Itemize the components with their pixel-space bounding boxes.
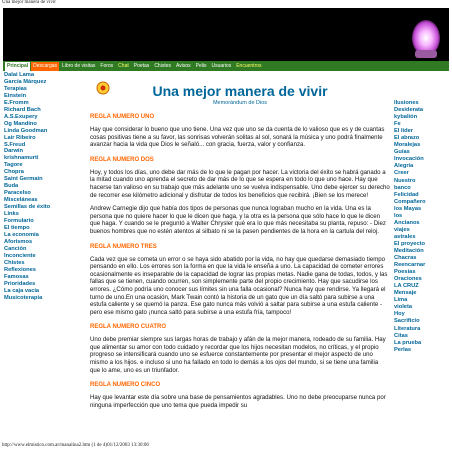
left-sidebar-link[interactable]: Einstein [4, 92, 27, 99]
section-title-tres: REGLA NUMERO TRES [90, 243, 157, 250]
left-sidebar-link[interactable]: Inconciente [4, 252, 36, 259]
left-sidebar-link[interactable]: El tiempo [4, 224, 30, 231]
nav-item-chat[interactable]: Chat [118, 62, 129, 69]
nav-item-descargas[interactable]: Descargas [33, 62, 58, 69]
paragraph: Hay que levantar este día sobre una base de pensamientos agradables. Uno no debe preocuparse nunca por ninguna imperfección que uno tema que pueda impedir su [90, 394, 386, 409]
paragraph: Andrew Carnegie dijo que había dos tipos de personas que nunca lograban mucho en la vida. Una es la persona que no quiere hacer lo que le dicen que haga, y la otra es la persona que sólo hace lo que le dicen que haga. Y cuando se le preguntó a Walter Chrysler qué era lo que más necesitaba su planta, repuso: - Diez buenos hombres que no estén atentos al silbato ni se la pasen pendientes de la hora en la cartula del reloj. [90, 205, 386, 235]
paragraph: Cada vez que se cometa un error o se haya sido abatido por la vida, no hay que quedarse demasiado tiempo pensando en ello. Los errores son la forma en que la vida le enseña a uno. La capacidad de cometer errores ocasionalmente es inseparable de la capacidad de lograr las propias metas. Nadie gana de todas, todos, y las fallas que se tienen, cuando ocurren, son simplemente parte del propio crecimiento. Hay que sacudirse los errores. ¿Cómo podría uno conocer sus límites sin una falla ocasional? Nunca hay que rendirse. Ya llegará el turno de uno.En una ocasión, Mark Twain contó la historia de un gato que un día saltó para subirse a una estufa caliente y se quemó la panza. Ese gato nunca más volvió a saltar para subirse a una estufa caliente - pero ese mismo gato ¡nunca saltó para subirse a una estufa fría, tampoco! [90, 255, 388, 316]
left-sidebar-link[interactable]: A.S.Exupery [4, 113, 38, 120]
right-sidebar-link[interactable]: Ilusiones [394, 100, 419, 106]
left-sidebar-link[interactable]: Buda [4, 183, 19, 190]
right-sidebar-link[interactable]: astrales [394, 233, 416, 240]
print-header: Una mejor manera de vivir [2, 0, 56, 5]
paragraph: Hoy, y todos los días, uno debe dar más de lo que le pagan por hacer. La victoria del éxito se habrá ganado a la mitad cuando uno aprenda el secreto de dar más de lo que se espera en todo lo que uno hace. Hay que hacerse tan valioso en su trabajo que más adelante uno se vuelva indispensable. Uno debe ejercer su derecho de recorrer ese kilómetro adicional y disfrutar de todos los beneficios que recibirá. ¡Bien se los merece! [90, 168, 390, 199]
page-subtitle: Memorándum de Dios [212, 100, 268, 106]
right-sidebar-link[interactable]: Nuestro [394, 177, 416, 184]
left-sidebar-link[interactable]: Dalai Lama [4, 72, 35, 78]
right-sidebar-link[interactable]: El líder [394, 128, 413, 135]
right-sidebar-link[interactable]: Chacras [394, 255, 417, 262]
right-sidebar-link[interactable]: El abrazo [394, 135, 420, 142]
left-sidebar-link[interactable]: Chistes [4, 259, 25, 266]
right-sidebar [394, 100, 450, 354]
section-title-cinco: REGLA NUMERO CINCO [90, 382, 161, 389]
paragraph: Hay que considerar lo bueno que uno tiene. Una vez que uno se da cuenta de lo valioso que es y de cuantas cosas positivas tiene a su favor, las sonrisas volverán solitas al sol, sonará la música y uno podrá finalmente avanzar hacia la vida que Dios le señaló... con gracia, fuerza, valor y confianza. [90, 126, 385, 149]
left-sidebar-link[interactable]: Semillas de éxito [4, 204, 51, 211]
right-sidebar-link[interactable]: Mensaje [394, 290, 417, 297]
nav-item-avisos[interactable]: Avisos [176, 62, 191, 69]
right-sidebar-link[interactable]: los Mayas [394, 205, 422, 212]
right-sidebar-link[interactable]: Ancianos [394, 219, 420, 226]
left-sidebar-link[interactable]: Linda Goodman [4, 127, 48, 134]
left-sidebar-link[interactable]: García Márquez [4, 78, 47, 85]
right-sidebar-link[interactable]: Lima [394, 297, 408, 304]
top-navbar [3, 61, 449, 71]
left-sidebar-link[interactable]: Formulario [4, 218, 34, 225]
left-sidebar-link[interactable]: Prioridades [4, 280, 36, 287]
left-sidebar [4, 72, 66, 301]
nav-item-foros[interactable]: Foros [100, 62, 114, 69]
left-sidebar-link[interactable]: Reflexiones [4, 266, 36, 273]
left-sidebar-link[interactable]: Saint Germain [4, 176, 43, 183]
right-sidebar-link[interactable]: Fe [394, 121, 401, 128]
right-sidebar-link[interactable]: Desiderata [394, 107, 424, 114]
right-sidebar-link[interactable]: violeta [394, 304, 413, 311]
left-sidebar-link[interactable]: Richard Bach [4, 106, 41, 113]
left-sidebar-link[interactable]: Musicoterapia [4, 294, 43, 301]
right-sidebar-link[interactable]: Creer [394, 170, 409, 177]
left-sidebar-link[interactable]: Tagore [4, 162, 23, 169]
nav-item-encuentros[interactable]: Encuentros [236, 62, 262, 69]
right-sidebar-link[interactable]: Felicidad [394, 191, 419, 198]
paragraph: Uno debe premiar siempre sus largas horas de trabajo y afán de la mejor manera, rodeado de su familia. Hay que alimentar su amor con todo cuidado y recordar que los hijos necesitan modelos, no críticas, y el propio progreso se intensificará cuando uno se esfuerce constantemente por presentar el mejor aspecto de uno mismo a los hijos. e incluso si uno ha fallado en todo lo demás a los ojos del mundo, si se tiene una familia que lo ame, uno es un triunfador. [90, 336, 386, 374]
left-sidebar-link[interactable]: krishnamurti [4, 155, 39, 162]
nav-item-pelis[interactable]: Pelis [195, 62, 207, 69]
left-sidebar-link[interactable]: Misceláneas [4, 197, 38, 204]
left-sidebar-link[interactable]: Links [4, 211, 19, 218]
left-sidebar-link[interactable]: E.Fromm [4, 99, 29, 106]
right-sidebar-link[interactable]: Reencarnar [394, 262, 426, 269]
left-sidebar-link[interactable]: Terapias [4, 85, 27, 92]
right-sidebar-link[interactable]: Hoy [394, 311, 405, 318]
candle-flame-icon [409, 16, 443, 60]
left-sidebar-link[interactable]: La caja vacía [4, 287, 40, 294]
left-sidebar-link[interactable]: Lair Ribeiro [4, 134, 36, 141]
right-sidebar-link[interactable]: La prueba [394, 339, 422, 346]
section-title-dos: REGLA NUMERO DOS [90, 156, 154, 163]
left-sidebar-link[interactable]: S.Freud [4, 141, 26, 148]
right-sidebar-link[interactable]: viajes [394, 226, 410, 233]
left-sidebar-link[interactable]: Aforismos [4, 238, 33, 245]
section-title-uno: REGLA NUMERO UNO [90, 114, 155, 120]
right-sidebar-link[interactable]: Perlas [394, 346, 412, 353]
left-sidebar-link[interactable]: Og Mandino [4, 120, 37, 127]
right-sidebar-link[interactable]: LA CRUZ [394, 283, 419, 290]
right-sidebar-link[interactable]: Oraciones [394, 276, 422, 283]
right-sidebar-link[interactable]: Alegría [394, 163, 414, 170]
right-sidebar-link[interactable]: kybalión [394, 114, 418, 121]
right-sidebar-link[interactable]: Literatura [394, 325, 421, 332]
nav-item-poetas[interactable]: Poetas [133, 62, 150, 69]
right-sidebar-link[interactable]: Poesías [394, 269, 416, 276]
left-sidebar-link[interactable]: Darwin [4, 148, 23, 155]
left-sidebar-link[interactable]: Paracelso [4, 190, 31, 197]
right-sidebar-link[interactable]: Invocación [394, 156, 424, 163]
right-sidebar-link[interactable]: Citas [394, 332, 408, 339]
page-title: Una mejor manera de vivir [152, 83, 328, 99]
right-sidebar-link[interactable]: Guías [394, 149, 410, 156]
right-sidebar-link[interactable]: Moralejas [394, 142, 421, 149]
nav-item-usuarios[interactable]: Usuarios [211, 62, 232, 69]
left-sidebar-link[interactable]: La economía [4, 231, 39, 238]
section-title-cuatro: REGLA NUMERO CUATRO [90, 324, 166, 331]
right-sidebar-link[interactable]: Compañero [394, 198, 426, 205]
nav-item-libro-de-visitas[interactable]: Libro de visitas [62, 62, 96, 69]
right-sidebar-link[interactable]: Sacrificio [394, 318, 420, 325]
nav-item-chistes[interactable]: Chistes [154, 62, 171, 69]
nav-item-principal[interactable]: Principal [7, 62, 29, 69]
right-sidebar-link[interactable]: El proyecto [394, 240, 425, 247]
right-sidebar-link[interactable]: los [394, 212, 403, 219]
main-content [90, 84, 390, 409]
print-footer: http://www.elmistico.com.ar/manalina2.htm (1 de 4)01/12/2003 13:30:06 [2, 443, 149, 448]
right-sidebar-link[interactable]: banco [394, 184, 411, 191]
left-sidebar-link[interactable]: Famosas [4, 273, 29, 280]
right-sidebar-link[interactable]: Meditación [394, 247, 424, 254]
left-sidebar-link[interactable]: Canción [4, 245, 27, 252]
left-sidebar-link[interactable]: Chopra [4, 169, 24, 176]
